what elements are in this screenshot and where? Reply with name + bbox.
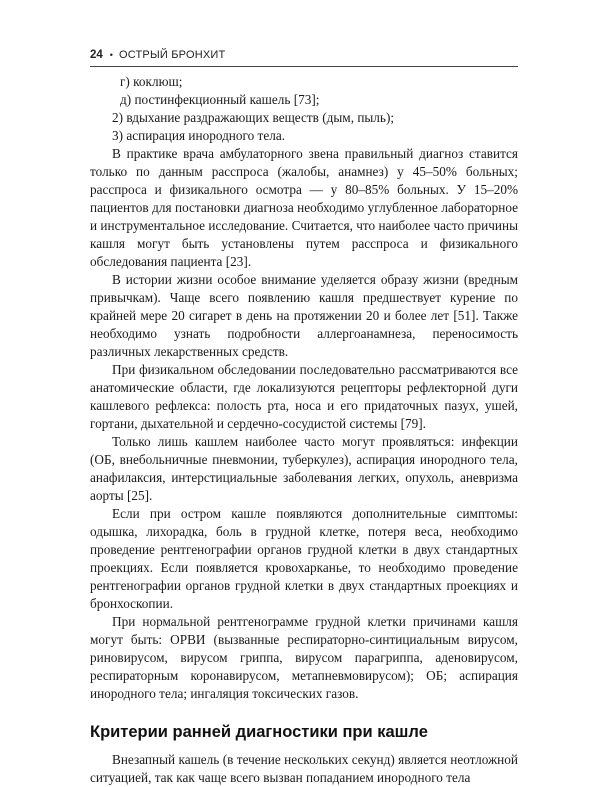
page-number: 24 [90, 49, 103, 61]
paragraph-physical-exam: При физикальном обследовании последовательно рассматриваются все анатомические области, где локализуются рецепторы рефлекторной дуги кашлевого рефлекса: полость рта, носа и его придаточных пазух, ушей, гортани, дыхательной и сердечно-сосудистой системы [79]. [90, 362, 518, 431]
bullet-separator: • [109, 50, 113, 60]
main-text [90, 73, 518, 787]
list-item-2: 2) вдыхание раздражающих веществ (дым, пыль); [112, 110, 395, 125]
paragraph-life-history: В истории жизни особое внимание уделяется образу жизни (вредным привычкам). Чаще всего появлению кашля предшествует курение по крайней мере 20 сигарет в день на протяжении 20 и более лет [51]. Также необходимо узнать подробности аллергоанамнеза, переносимость различных лекарственных средств. [90, 272, 518, 359]
list-item-3: 3) аспирация инородного тела. [112, 128, 286, 143]
paragraph-normal-xray: При нормальной рентгенограмме грудной клетки причинами кашля могут быть: ОРВИ (вызванные респираторно-синтициальным вирусом, риновирусом, вирусом гриппа, вирусом парагриппа, аденовирусом, респираторным коронавирусом, метапневмовирусом); ОБ; аспирация инородного тела; ингаляция токсических газов. [90, 614, 518, 701]
running-title: ОСТРЫЙ БРОНХИТ [118, 49, 226, 61]
paragraph-sudden-cough: Внезапный кашель (в течение нескольких секунд) является неотложной ситуацией, так как чаще всего вызван попаданием инородного тела [90, 752, 518, 785]
paragraph-cough-causes: Только лишь кашлем наиболее часто могут проявляться: инфекции (ОБ, внебольничные пневмонии, туберкулез), аспирация инородного тела, анафилаксия, интерстициальные заболевания легких, опухоль, аневризма аорты [25]. [90, 434, 518, 503]
paragraph-additional-symptoms: Если при остром кашле появляются дополнительные симптомы: одышка, лихорадка, боль в грудной клетке, потеря веса, необходимо проведение рентгенографии органов грудной клетки в двух стандартных проекциях. Если появляется кровохарканье, то необходимо проведение рентгенографии органов грудной клетки в двух стандартных проекциях и бронхоскопии. [90, 506, 518, 611]
header-rule [90, 66, 518, 67]
list-item-d: д) постинфекционный кашель [73]; [120, 92, 320, 107]
running-header [90, 49, 518, 61]
section-heading: Критерии ранней диагностики при кашле [90, 723, 428, 741]
list-item-g: г) коклюш; [120, 74, 183, 89]
paragraph-diagnosis: В практике врача амбулаторного звена правильный диагноз ставится только по данным расспроса (жалобы, анамнез) у 45–50% больных; расспроса и физикального осмотра — у 80–85% больных. У 15–20% пациентов для постановки диагноза необходимо углубленное лабораторное и инструментальное исследование. Считается, что наиболее часто причины кашля могут быть установлены путем расспроса и физикального обследования пациента [23]. [90, 146, 518, 269]
